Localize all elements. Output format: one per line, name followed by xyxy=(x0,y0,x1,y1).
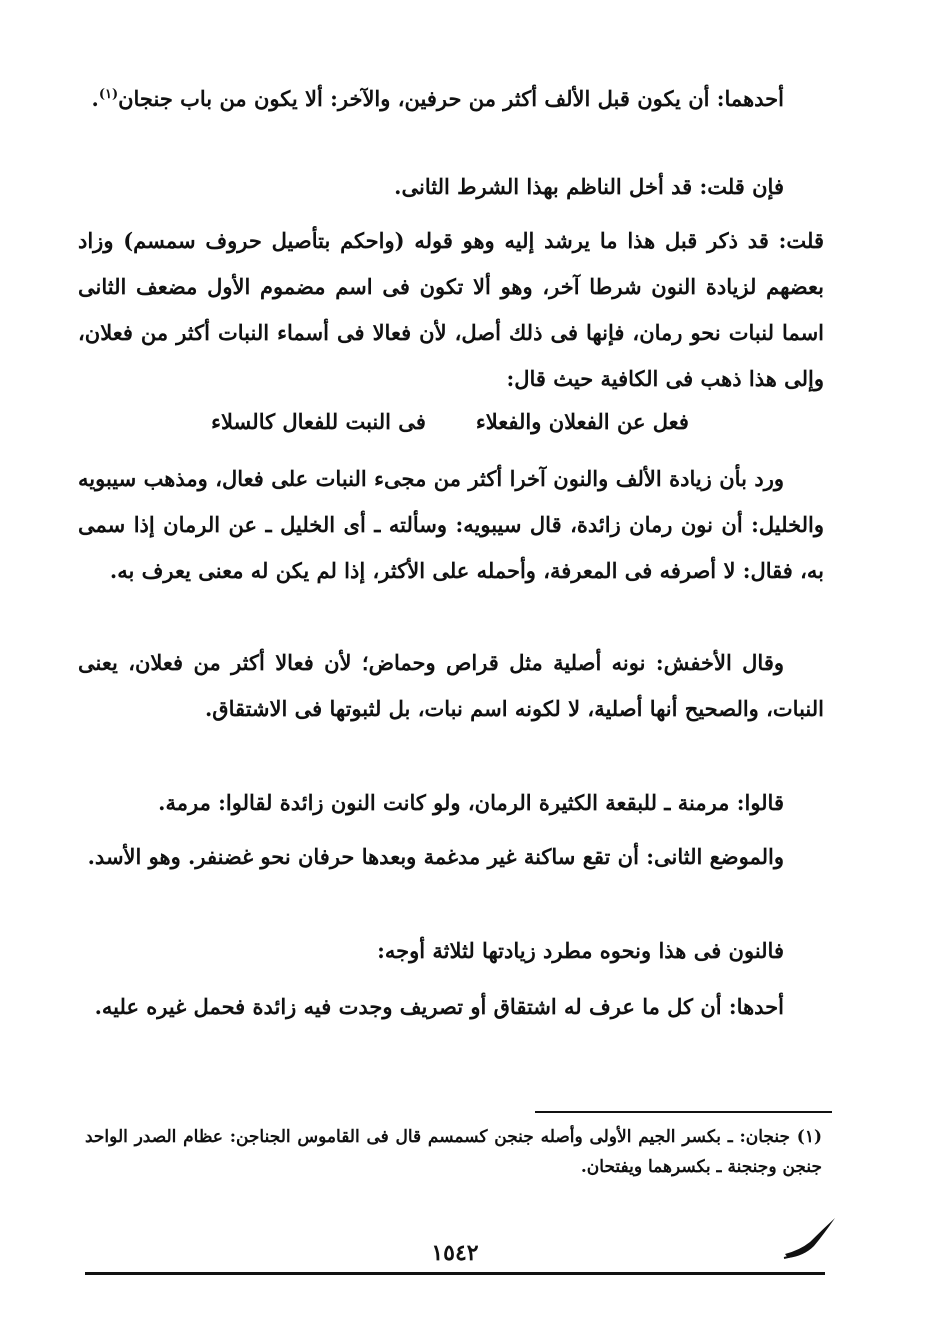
paragraph-5: وقال الأخفش: نونه أصلية مثل قراص وحماض؛ لأن فعالا أكثر من فعلان، يعنى النبات، والصحيح أنها أصلية، لا لكونه اسم نبات، بل لثبوتها فى الاشتقاق. xyxy=(78,650,824,721)
bottom-divider xyxy=(85,1272,825,1275)
paragraph-3: قلت: قد ذكر قبل هذا ما يرشد إليه وهو قوله (واحكم بتأصيل حروف سمسم) وزاد بعضهم لزيادة النون شرطا آخر، وهو ألا تكون فى اسم مضموم الأول مضعف الثانى اسما لنبات نحو رمان، فإنها فى ذلك أصل، لأن فعالا فى أسماء النبات أكثر من فعلان، وإلى هذا ذهب فى الكافية حيث قال: xyxy=(78,228,824,391)
verse-line xyxy=(120,402,780,442)
paragraph-4: ورد بأن زيادة الألف والنون آخرا أكثر من مجىء النبات على فعال، ومذهب سيبويه والخليل: أن نون رمان زائدة، قال سيبويه: وسألته ـ أى الخليل ـ عن الرمان إذا سمى به، فقال: لا أصرفه فى المعرفة، وأحمله على الأكثر، إذا لم يكن له معنى يعرف به. xyxy=(78,466,824,583)
paragraph-1-text: أحدهما: أن يكون قبل الألف أكثر من حرفين، والآخر: ألا يكون من باب جنجان xyxy=(118,86,784,111)
paragraph-6: قالوا: مرمنة ـ للبقعة الكثيرة الرمان، ولو كانت النون زائدة لقالوا: مرمة. xyxy=(158,790,784,815)
pen-icon xyxy=(780,1212,840,1262)
page-number: ١٥٤٢ xyxy=(431,1240,479,1266)
paragraph-7: والموضع الثانى: أن تقع ساكنة غير مدغمة وبعدها حرفان نحو غضنفر. وهو الأسد. xyxy=(87,844,784,869)
paragraph-1 xyxy=(78,72,824,122)
paragraph-2: فإن قلت: قد أخل الناظم بهذا الشرط الثانى. xyxy=(394,174,784,199)
footnote-divider xyxy=(535,1111,832,1113)
verse-first-hemistich: فعل عن الفعلان والفعلاء xyxy=(475,409,689,434)
footnote-marker: (١) xyxy=(98,87,119,102)
paragraph-9: أحدها: أن كل ما عرف له اشتقاق أو تصريف وجدت فيه زائدة فحمل غيره عليه. xyxy=(94,994,784,1019)
paragraph-8: فالنون فى هذا ونحوه مطرد زيادتها لثلاثة أوجه: xyxy=(377,938,784,963)
period: . xyxy=(91,86,99,111)
footnote: (١) جنجان: ـ بكسر الجيم الأولى وأصله جنجن كسمسم قال فى القاموس الجناجن: عظام الصدر الواحد جنجن وجنجنة ـ بكسرهما ويفتحان. xyxy=(85,1127,822,1177)
verse-second-hemistich: فى النبت للفعال كالسلاء xyxy=(211,409,426,434)
